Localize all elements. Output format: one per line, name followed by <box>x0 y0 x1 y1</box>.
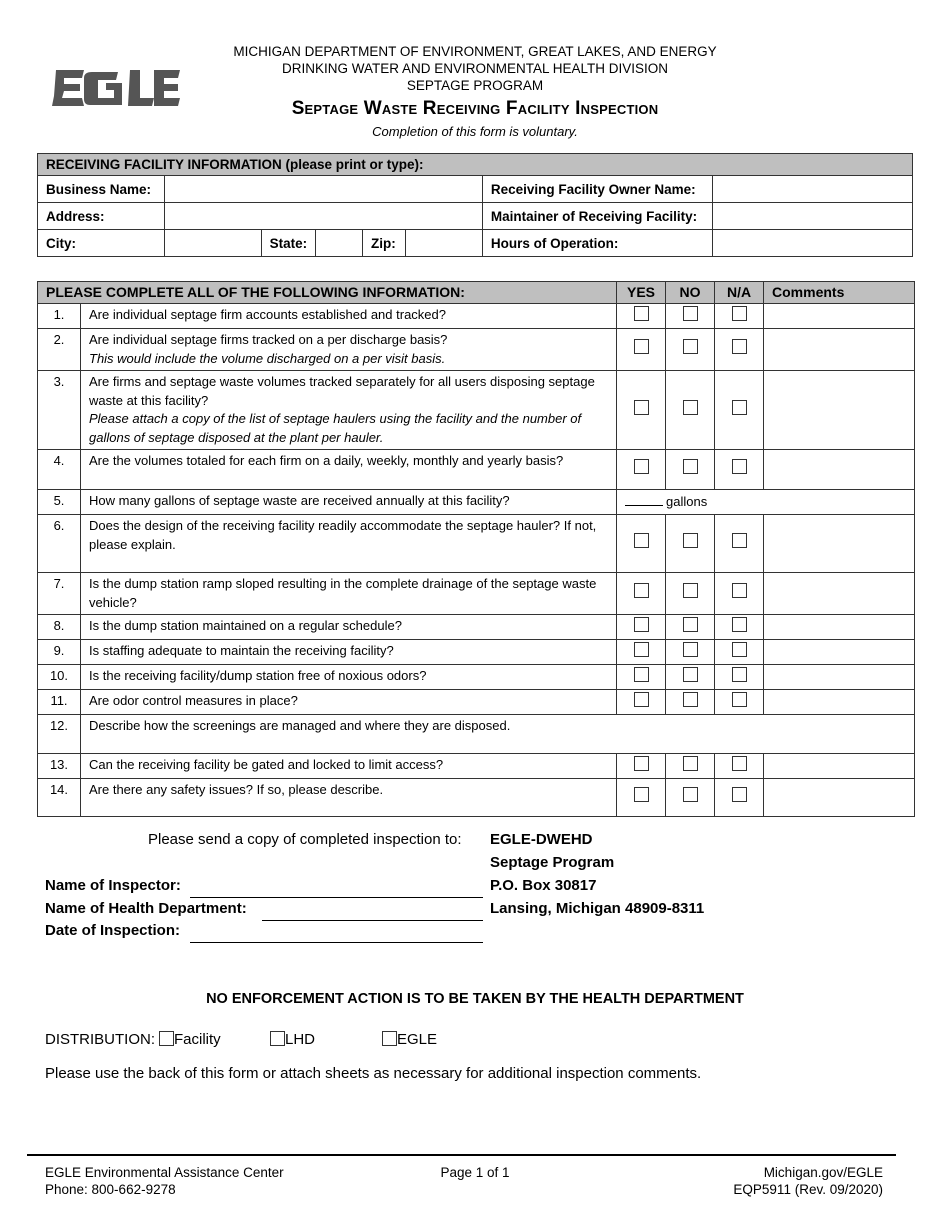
comments-field[interactable] <box>764 615 915 640</box>
back-note: Please use the back of this form or attach sheets as necessary for additional inspection comments. <box>45 1065 702 1082</box>
facility-info-table <box>37 153 913 257</box>
division-name: DRINKING WATER AND ENVIRONMENTAL HEALTH DIVISION <box>281 61 669 76</box>
comments-field[interactable] <box>764 515 915 573</box>
questions-table <box>37 281 915 817</box>
na-checkbox[interactable] <box>732 667 747 682</box>
question-number: 1. <box>38 304 81 329</box>
address-label: Address: <box>38 203 165 230</box>
state-label: State: <box>261 230 316 257</box>
business-name-label: Business Name: <box>38 176 165 203</box>
distribution-lhd[interactable] <box>270 1031 315 1048</box>
egle-checkbox[interactable] <box>382 1031 397 1046</box>
no-checkbox[interactable] <box>683 756 698 771</box>
mail-address-line1: EGLE-DWEHD <box>490 831 593 848</box>
inspector-label: Name of Inspector: <box>45 877 181 894</box>
comments-field[interactable] <box>764 573 915 615</box>
mail-address-line3: P.O. Box 30817 <box>490 877 597 894</box>
voluntary-note: Completion of this form is voluntary. <box>372 124 578 139</box>
state-field[interactable] <box>316 230 363 257</box>
owner-name-label: Receiving Facility Owner Name: <box>482 176 713 203</box>
na-checkbox[interactable] <box>732 642 747 657</box>
city-label: City: <box>38 230 165 257</box>
zip-label: Zip: <box>363 230 406 257</box>
col-yes: YES <box>617 282 666 304</box>
comments-field[interactable] <box>764 450 915 490</box>
comments-field[interactable] <box>764 690 915 715</box>
question-row <box>38 690 915 715</box>
zip-field[interactable] <box>406 230 483 257</box>
comments-field[interactable] <box>764 640 915 665</box>
footer-website: Michigan.gov/EGLE <box>763 1165 883 1180</box>
question-text: Does the design of the receiving facility readily accommodate the septage hauler? If not, please explain. <box>81 515 617 573</box>
enforcement-notice: NO ENFORCEMENT ACTION IS TO BE TAKEN BY THE HEALTH DEPARTMENT <box>206 991 744 1007</box>
question-number: 12. <box>38 715 81 754</box>
logo-text: EGLE <box>50 66 53 67</box>
yes-checkbox[interactable] <box>634 617 649 632</box>
question-row <box>38 304 915 329</box>
distribution-facility[interactable] <box>159 1031 221 1048</box>
distribution-egle[interactable] <box>382 1031 437 1048</box>
date-label: Date of Inspection: <box>45 922 181 939</box>
question-text: Are firms and septage waste volumes tracked separately for all users disposing septage waste at this facility? <box>89 374 595 408</box>
form-number: EQP5911 (Rev. 09/2020) <box>733 1182 883 1197</box>
na-checkbox[interactable] <box>732 400 747 415</box>
question-text: Can the receiving facility be gated and locked to limit access? <box>81 754 617 779</box>
mail-address-line2: Septage Program <box>490 854 615 871</box>
question-cell <box>81 371 617 450</box>
question-row <box>38 329 915 371</box>
egle-label: EGLE <box>397 1031 438 1048</box>
yes-checkbox[interactable] <box>634 583 649 598</box>
gallons-label: gallons <box>666 493 708 509</box>
comments-field[interactable] <box>764 304 915 329</box>
na-checkbox[interactable] <box>732 787 747 802</box>
business-name-field[interactable] <box>164 176 482 203</box>
no-checkbox[interactable] <box>683 642 698 657</box>
question-row <box>38 640 915 665</box>
question-text: Is the dump station ramp sloped resulting in the complete drainage of the septage waste vehicle? <box>81 573 617 615</box>
footer-divider <box>27 1154 896 1156</box>
no-checkbox[interactable] <box>683 339 698 354</box>
question-row <box>38 754 915 779</box>
footer-left-line1: EGLE Environmental Assistance Center <box>45 1165 284 1180</box>
na-checkbox[interactable] <box>732 533 747 548</box>
maintainer-field[interactable] <box>713 203 913 230</box>
question-text[interactable]: Describe how the screenings are managed and where they are disposed. <box>81 715 915 754</box>
yes-checkbox[interactable] <box>634 642 649 657</box>
health-dept-label: Name of Health Department: <box>45 900 247 917</box>
question-number: 9. <box>38 640 81 665</box>
maintainer-label: Maintainer of Receiving Facility: <box>482 203 713 230</box>
na-checkbox[interactable] <box>732 306 747 321</box>
yes-checkbox[interactable] <box>634 306 649 321</box>
na-checkbox[interactable] <box>732 692 747 707</box>
question-text: Are there any safety issues? If so, please describe. <box>81 779 617 817</box>
date-field[interactable] <box>190 941 483 943</box>
question-row <box>38 515 915 573</box>
comments-field[interactable] <box>764 754 915 779</box>
agency-name: MICHIGAN DEPARTMENT OF ENVIRONMENT, GREAT LAKES, AND ENERGY <box>233 44 717 59</box>
question-number: 14. <box>38 779 81 817</box>
na-checkbox[interactable] <box>732 756 747 771</box>
question-text: Are individual septage firm accounts established and tracked? <box>81 304 617 329</box>
question-text: Are the volumes totaled for each firm on a daily, weekly, monthly and yearly basis? <box>81 450 617 490</box>
no-checkbox[interactable] <box>683 667 698 682</box>
yes-checkbox[interactable] <box>634 533 649 548</box>
question-row <box>38 715 915 754</box>
program-name: SEPTAGE PROGRAM <box>406 78 544 93</box>
question-row <box>38 490 915 515</box>
footer-phone: Phone: 800-662-9278 <box>45 1182 176 1197</box>
facility-label: Facility <box>174 1031 221 1048</box>
question-number: 4. <box>38 450 81 490</box>
col-comments: Comments <box>764 282 915 304</box>
question-number: 6. <box>38 515 81 573</box>
no-checkbox[interactable] <box>683 692 698 707</box>
no-checkbox[interactable] <box>683 459 698 474</box>
comments-field[interactable] <box>764 665 915 690</box>
egle-logo <box>50 66 182 110</box>
question-number: 3. <box>38 371 81 450</box>
question-text: Is the dump station maintained on a regular schedule? <box>81 615 617 640</box>
question-text: Is staffing adequate to maintain the receiving facility? <box>81 640 617 665</box>
form-title: Septage Waste Receiving Facility Inspection <box>291 98 659 119</box>
facility-checkbox[interactable] <box>159 1031 174 1046</box>
no-checkbox[interactable] <box>683 787 698 802</box>
city-field[interactable] <box>164 230 261 257</box>
question-number: 2. <box>38 329 81 371</box>
yes-checkbox[interactable] <box>634 667 649 682</box>
question-row <box>38 779 915 817</box>
no-checkbox[interactable] <box>683 617 698 632</box>
lhd-label: LHD <box>285 1031 316 1048</box>
comments-field[interactable] <box>764 779 915 817</box>
send-intro: Please send a copy of completed inspection to: <box>148 831 462 848</box>
col-no: NO <box>666 282 715 304</box>
yes-checkbox[interactable] <box>634 459 649 474</box>
question-number: 11. <box>38 690 81 715</box>
gallons-input[interactable] <box>625 493 663 506</box>
inspector-field[interactable] <box>190 896 483 898</box>
yes-checkbox[interactable] <box>634 787 649 802</box>
hours-label: Hours of Operation: <box>482 230 713 257</box>
na-checkbox[interactable] <box>732 459 747 474</box>
na-checkbox[interactable] <box>732 339 747 354</box>
question-row <box>38 371 915 450</box>
hours-field[interactable] <box>713 230 913 257</box>
no-checkbox[interactable] <box>683 306 698 321</box>
question-number: 5. <box>38 490 81 515</box>
question-number: 7. <box>38 573 81 615</box>
address-field[interactable] <box>164 203 482 230</box>
yes-checkbox[interactable] <box>634 756 649 771</box>
no-checkbox[interactable] <box>683 533 698 548</box>
na-checkbox[interactable] <box>732 617 747 632</box>
page-number: Page 1 of 1 <box>440 1165 510 1180</box>
health-dept-field[interactable] <box>262 919 483 921</box>
no-checkbox[interactable] <box>683 400 698 415</box>
yes-checkbox[interactable] <box>634 692 649 707</box>
yes-checkbox[interactable] <box>634 339 649 354</box>
lhd-checkbox[interactable] <box>270 1031 285 1046</box>
col-na: N/A <box>715 282 764 304</box>
question-text: Are individual septage firms tracked on a per discharge basis? <box>89 332 448 347</box>
comments-field[interactable] <box>764 371 915 450</box>
mail-address-line4: Lansing, Michigan 48909-8311 <box>490 900 705 917</box>
distribution-label: DISTRIBUTION: <box>45 1031 156 1048</box>
question-text: Are odor control measures in place? <box>81 690 617 715</box>
question-number: 10. <box>38 665 81 690</box>
question-row <box>38 573 915 615</box>
question-cell <box>81 329 617 371</box>
comments-field[interactable] <box>764 329 915 371</box>
question-text: Is the receiving facility/dump station free of noxious odors? <box>81 665 617 690</box>
question-note: Please attach a copy of the list of septage haulers using the facility and the number of gallons of septage disposed at the plant per hauler. <box>89 411 582 445</box>
question-number: 8. <box>38 615 81 640</box>
question-number: 13. <box>38 754 81 779</box>
question-row <box>38 450 915 490</box>
question-note: This would include the volume discharged on a per visit basis. <box>89 350 446 366</box>
na-checkbox[interactable] <box>732 583 747 598</box>
question-text: How many gallons of septage waste are received annually at this facility? <box>81 490 617 515</box>
questions-heading: PLEASE COMPLETE ALL OF THE FOLLOWING INFORMATION: <box>38 282 617 304</box>
yes-checkbox[interactable] <box>634 400 649 415</box>
question-row <box>38 615 915 640</box>
owner-name-field[interactable] <box>713 176 913 203</box>
question-row <box>38 665 915 690</box>
facility-heading: RECEIVING FACILITY INFORMATION (please print or type): <box>38 154 913 176</box>
no-checkbox[interactable] <box>683 583 698 598</box>
